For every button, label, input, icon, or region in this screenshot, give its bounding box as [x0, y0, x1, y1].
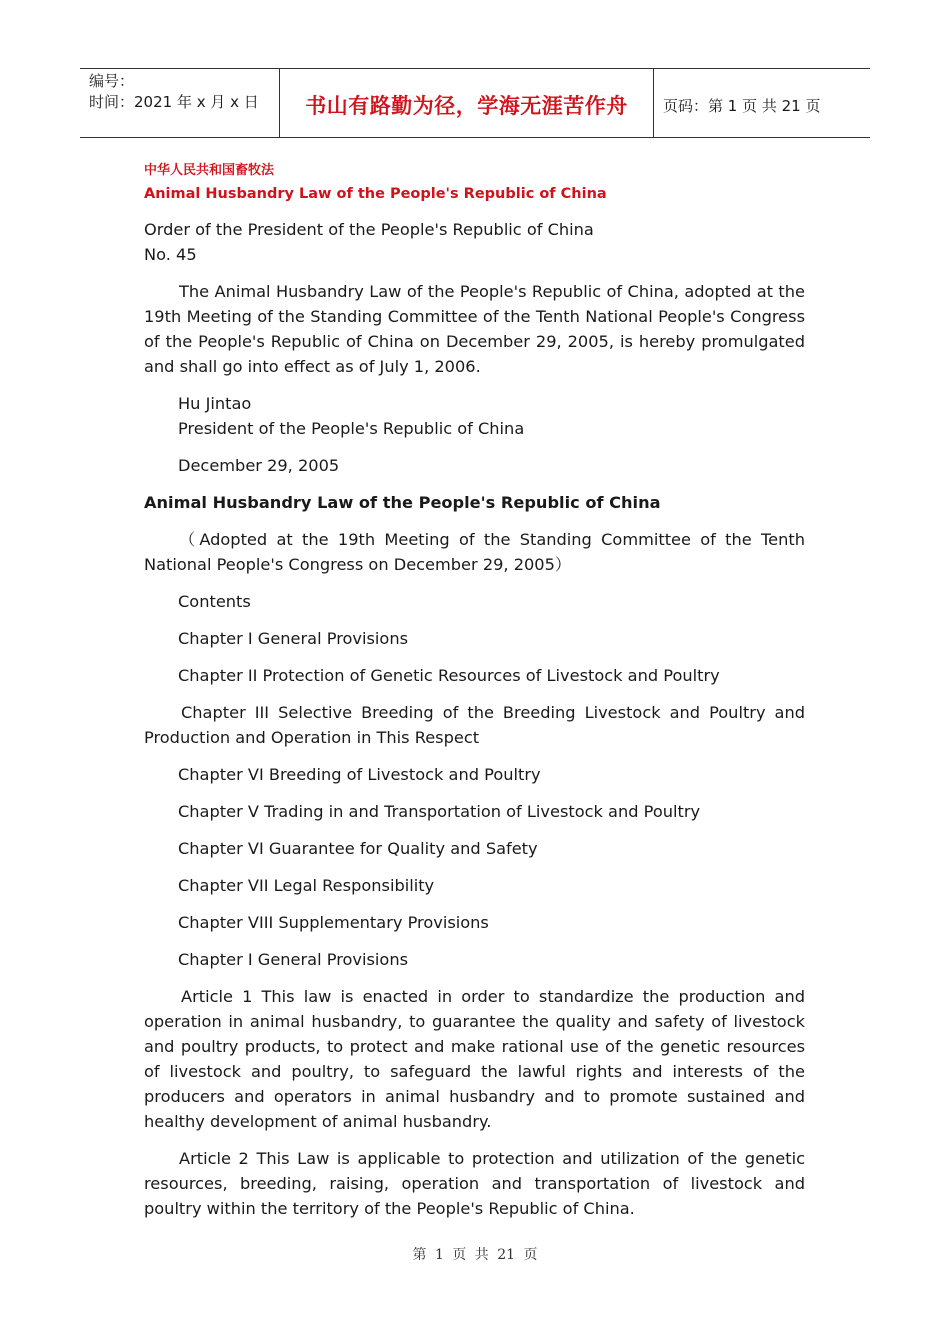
toc-item: Chapter V Trading in and Transportation of Livestock and Poultry	[178, 802, 701, 821]
contents-heading: Contents	[178, 592, 251, 611]
article-1: Article 1 This law is enacted in order to standardize the production and operation in animal husbandry, to guarantee the quality and safety of livestock and poultry products, to protect and make rational use of the genetic resources of livestock and poultry, to safeguard the lawful rights and interests of the producers and operators in animal husbandry and to promote sustained and healthy development of animal husbandry.	[144, 987, 805, 1131]
law-title: Animal Husbandry Law of the People's Republic of China	[144, 493, 661, 512]
toc-item: Chapter I General Provisions	[178, 629, 409, 648]
chinese-title: 中华人民共和国畜牧法	[144, 163, 275, 178]
chapter-heading: Chapter I General Provisions	[178, 950, 409, 969]
toc-item: Chapter VI Guarantee for Quality and Safety	[178, 839, 538, 858]
presidential-order	[144, 217, 805, 267]
toc-item: Chapter VIII Supplementary Provisions	[178, 913, 489, 932]
header-motto-cell	[280, 69, 654, 137]
page-header	[80, 68, 870, 138]
signature-block	[144, 391, 805, 441]
header-page-cell	[654, 69, 870, 137]
english-title: Animal Husbandry Law of the People's Republic of China	[144, 186, 607, 202]
toc-item: Chapter VI Breeding of Livestock and Poultry	[178, 765, 541, 784]
order-line-2: No. 45	[144, 245, 197, 264]
adoption-note: （Adopted at the 19th Meeting of the Standing Committee of the Tenth National People's Congress on December 29, 2005）	[144, 530, 805, 574]
signer-name: Hu Jintao	[178, 394, 252, 413]
page-info: 页码：第 1 页 共 21 页	[663, 96, 821, 115]
article-2: Article 2 This Law is applicable to protection and utilization of the genetic resources, breeding, raising, operation and transportation of livestock and poultry within the territory of the People's Republic of China.	[144, 1149, 805, 1218]
motto-text: 书山有路勤为径，学海无涯苦作舟	[305, 93, 628, 118]
page-footer: 第 1 页 共 21 页	[412, 1247, 538, 1263]
toc-item: Chapter III Selective Breeding of the Breeding Livestock and Poultry and Production and Operation in This Respect	[144, 703, 805, 747]
toc-item: Chapter II Protection of Genetic Resources of Livestock and Poultry	[178, 666, 720, 685]
toc-item: Chapter VII Legal Responsibility	[178, 876, 435, 895]
header-meta-cell	[80, 69, 280, 137]
promulgation-paragraph: The Animal Husbandry Law of the People's Republic of China, adopted at the 19th Meeting of the Standing Committee of the Tenth National People's Congress of the People's Republic of China on December 29, 2005, is hereby promulgated and shall go into effect as of July 1, 2006.	[144, 282, 805, 376]
serial-number-label: 编号：	[89, 72, 135, 90]
signature-date: December 29, 2005	[178, 456, 340, 475]
time-label: 时间：2021 年 x 月 x 日	[89, 93, 259, 111]
signer-title: President of the People's Republic of China	[178, 419, 525, 438]
document-body	[144, 160, 805, 1233]
order-line-1: Order of the President of the People's Republic of China	[144, 220, 594, 239]
